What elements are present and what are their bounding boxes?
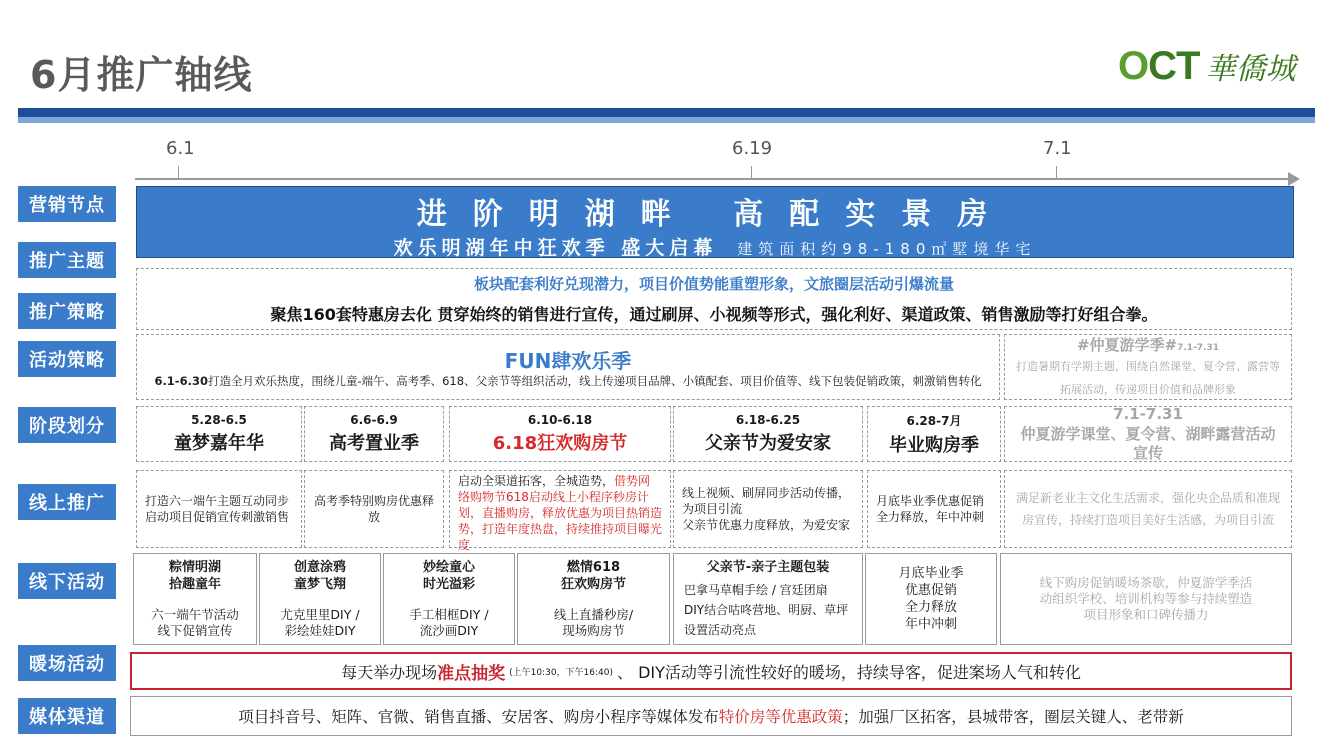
row-label-media: 媒体渠道 [18, 698, 116, 734]
online-card: 月底毕业季优惠促销全力释放，年中冲刺 [867, 470, 1001, 548]
banner-subline [394, 233, 1037, 260]
online-card: 打造六一端午主题互动同步启动项目促销宣传刺激销售 [136, 470, 302, 548]
row-label-marketing-node: 营销节点 [18, 186, 116, 222]
row-label-stages: 阶段划分 [18, 407, 116, 443]
row-label-warmup: 暖场活动 [18, 645, 116, 681]
timeline-tick-label: 7.1 [1043, 138, 1072, 159]
stage-card: 6.10-6.18 6.18狂欢购房节 [449, 406, 671, 462]
offline-card: 粽情明湖 拾趣童年 六一端午节活动 线下促销宣传 [133, 553, 257, 645]
logo-oct-text: OCT [1118, 43, 1200, 88]
online-card: 高考季特别购房优惠释放 [304, 470, 444, 548]
timeline-axis [135, 178, 1293, 180]
online-card: 满足新老业主文化生活需求，强化央企品质和准现房宣传，持续打造项目美好生活感，为项目引流 [1004, 470, 1292, 548]
theme-text: 板块配套利好兑现潜力，项目价值势能重塑形象，文旅圈层活动引爆流量 [473, 275, 954, 293]
timeline-tick-label: 6.1 [166, 138, 195, 159]
timeline-tick [1056, 166, 1057, 180]
offline-card: 妙绘童心 时光溢彩 手工相框DIY / 流沙画DIY [383, 553, 515, 645]
stage-card: 6.28-7月 毕业购房季 [867, 406, 1001, 462]
online-card: 启动全渠道拓客，全城造势，借势网络购物节618启动线上小程序秒房计划，直播购房，释放优惠为项目热销造势，打造年度热盘，持续推持项目曝光度 [449, 470, 671, 548]
timeline-tick [751, 166, 752, 180]
offline-card: 父亲节-亲子主题包装 巴拿马草帽手绘 / 宫廷团扇 DIY结合咕咚营地、明厨、草坪设置活动亮点 [673, 553, 863, 645]
campaign-banner [136, 186, 1294, 258]
strategy-box [136, 268, 1292, 330]
media-box: 项目抖音号、矩阵、官微、销售直播、安居客、购房小程序等媒体发布 特价房等优惠政策 ；加强厂区拓客，县城带客，圈层关键人、老带新 [130, 696, 1292, 736]
row-label-online: 线上推广 [18, 484, 116, 520]
stage-card: 5.28-6.5 童梦嘉年华 [136, 406, 302, 462]
row-label-strategy: 推广策略 [18, 293, 116, 329]
oct-logo [1118, 38, 1308, 94]
summer-study-box [1004, 334, 1292, 400]
stage-card: 6.6-6.9 高考置业季 [304, 406, 444, 462]
timeline-tick [178, 166, 179, 180]
row-label-theme: 推广主题 [18, 242, 116, 278]
page-title: 6月推广轴线 [30, 53, 253, 97]
stage-card: 7.1-7.31 仲夏游学课堂、夏令营、湖畔露营活动宣传 [1004, 406, 1292, 462]
offline-card: 创意涂鸦 童梦飞翔 尤克里里DIY / 彩绘娃娃DIY [259, 553, 381, 645]
row-label-offline: 线下活动 [18, 563, 116, 599]
banner-subline-area: 建筑面积约98-180㎡墅境华宅 [737, 239, 1037, 258]
offline-card: 月底毕业季 优惠促销 全力释放 年中冲刺 [865, 553, 997, 645]
row-label-activity-strategy: 活动策略 [18, 341, 116, 377]
offline-card: 燃情618 狂欢购房节 线上直播秒房/ 现场购房节 [517, 553, 670, 645]
header-divider-dark [18, 108, 1315, 117]
warmup-box: 每天举办现场 准点抽奖 (上午10:30，下午16:40) 、 DIY活动等引流性较好的暖场，持续导客，促进案场人气和转化 [130, 652, 1292, 690]
strategy-text: 聚焦160套特惠房去化 贯穿始终的销售进行宣传，通过刷屏、小视频等形式，强化利好、渠道政策、销售激励等打好组合拳。 [270, 305, 1158, 324]
fun-season-title: FUN肆欢乐季 [504, 349, 632, 373]
summer-study-desc: 打造暑期有学期主题，围绕自然课堂、夏令营、露营等拓展活动，传递项目价值和品牌形象 [1016, 359, 1280, 396]
fun-season-box [136, 334, 1000, 400]
banner-headline: 进阶明湖畔 高配实景房 [416, 196, 1014, 232]
logo-cn-text: 華僑城 [1205, 52, 1296, 87]
stage-card: 6.18-6.25 父亲节为爱安家 [673, 406, 863, 462]
fun-season-desc: 6.1-6.30打造全月欢乐热度，围绕儿童-端午、高考季、618、父亲节等组织活动，线上传递项目品牌、小镇配套、项目价值等、线下包装促销政策，刺激销售转化 [154, 374, 982, 388]
banner-subline-main: 欢乐明湖年中狂欢季 盛大启幕 [393, 236, 718, 259]
summer-study-title: #仲夏游学季#7.1-7.31 [1076, 335, 1220, 354]
timeline-tick-label: 6.19 [732, 138, 773, 159]
offline-card: 线下购房促销暖场茶歇，仲夏游学季活动组织学校、培训机构等参与持续塑造项目形象和口碑传播力 [1000, 553, 1292, 645]
header-divider-light [18, 117, 1315, 123]
timeline-arrow-icon [1288, 172, 1300, 186]
online-card: 线上视频、刷屏同步活动传播，为项目引流 父亲节优惠力度释放，为爱安家 [673, 470, 863, 548]
